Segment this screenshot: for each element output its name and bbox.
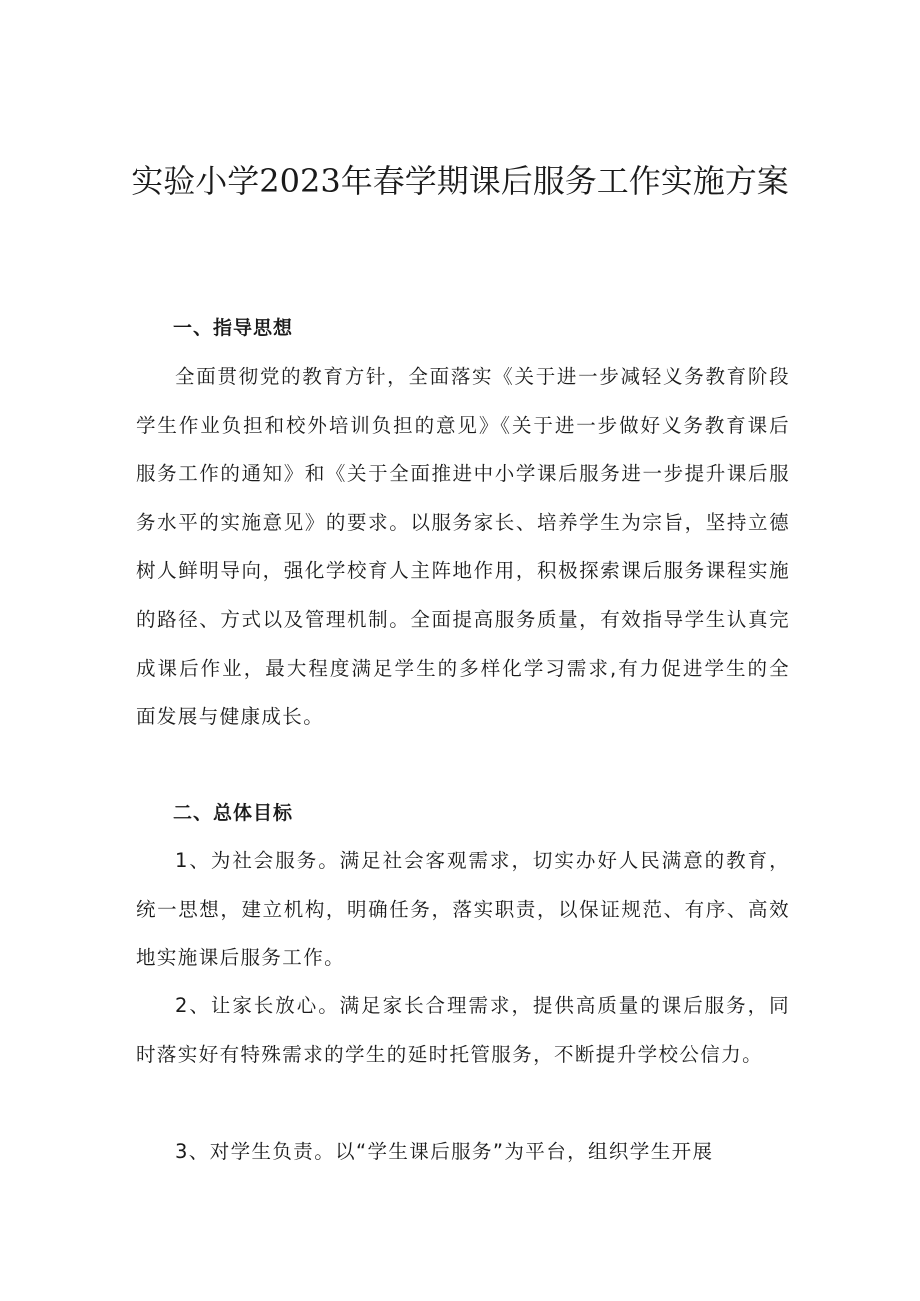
paragraph-goal-1: 1、为社会服务。满足社会客观需求，切实办好人民满意的教育，统一思想，建立机构，明确任务，落实职责，以保证规范、有序、高效地实施课后服务工作。 (136, 849, 790, 970)
paragraph-goal-2: 2、让家长放心。满足家长合理需求，提供高质量的课后服务，同时落实好有特殊需求的学生的延时托管服务，不断提升学校公信力。 (136, 994, 790, 1066)
section-heading-guiding-ideology: 一、指导思想 (173, 317, 294, 339)
paragraph-guiding-ideology: 全面贯彻党的教育方针，全面落实《关于进一步减轻义务教育阶段学生作业负担和校外培训负担的意见》《关于进一步做好义务教育课后服务工作的通知》和《关于全面推进中小学课后服务进一步提升课后服务水平的实施意见》的要求。以服务家长、培养学生为宗旨，坚持立德树人鲜明导向，强化学校育人主阵地作用，积极探索课后服务课程实施的路径、方式以及管理机制。全面提高服务质量，有效指导学生认真完成课后作业，最大程度满足学生的多样化学习需求,有力促进学生的全面发展与健康成长。 (136, 365, 790, 729)
document-title: 实验小学2023年春学期课后服务工作实施方案 (131, 162, 789, 200)
paragraph-goal-3: 3、对学生负责。以“学生课后服务”为平台，组织学生开展 (175, 1140, 714, 1163)
section-heading-overall-goals: 二、总体目标 (173, 802, 294, 824)
